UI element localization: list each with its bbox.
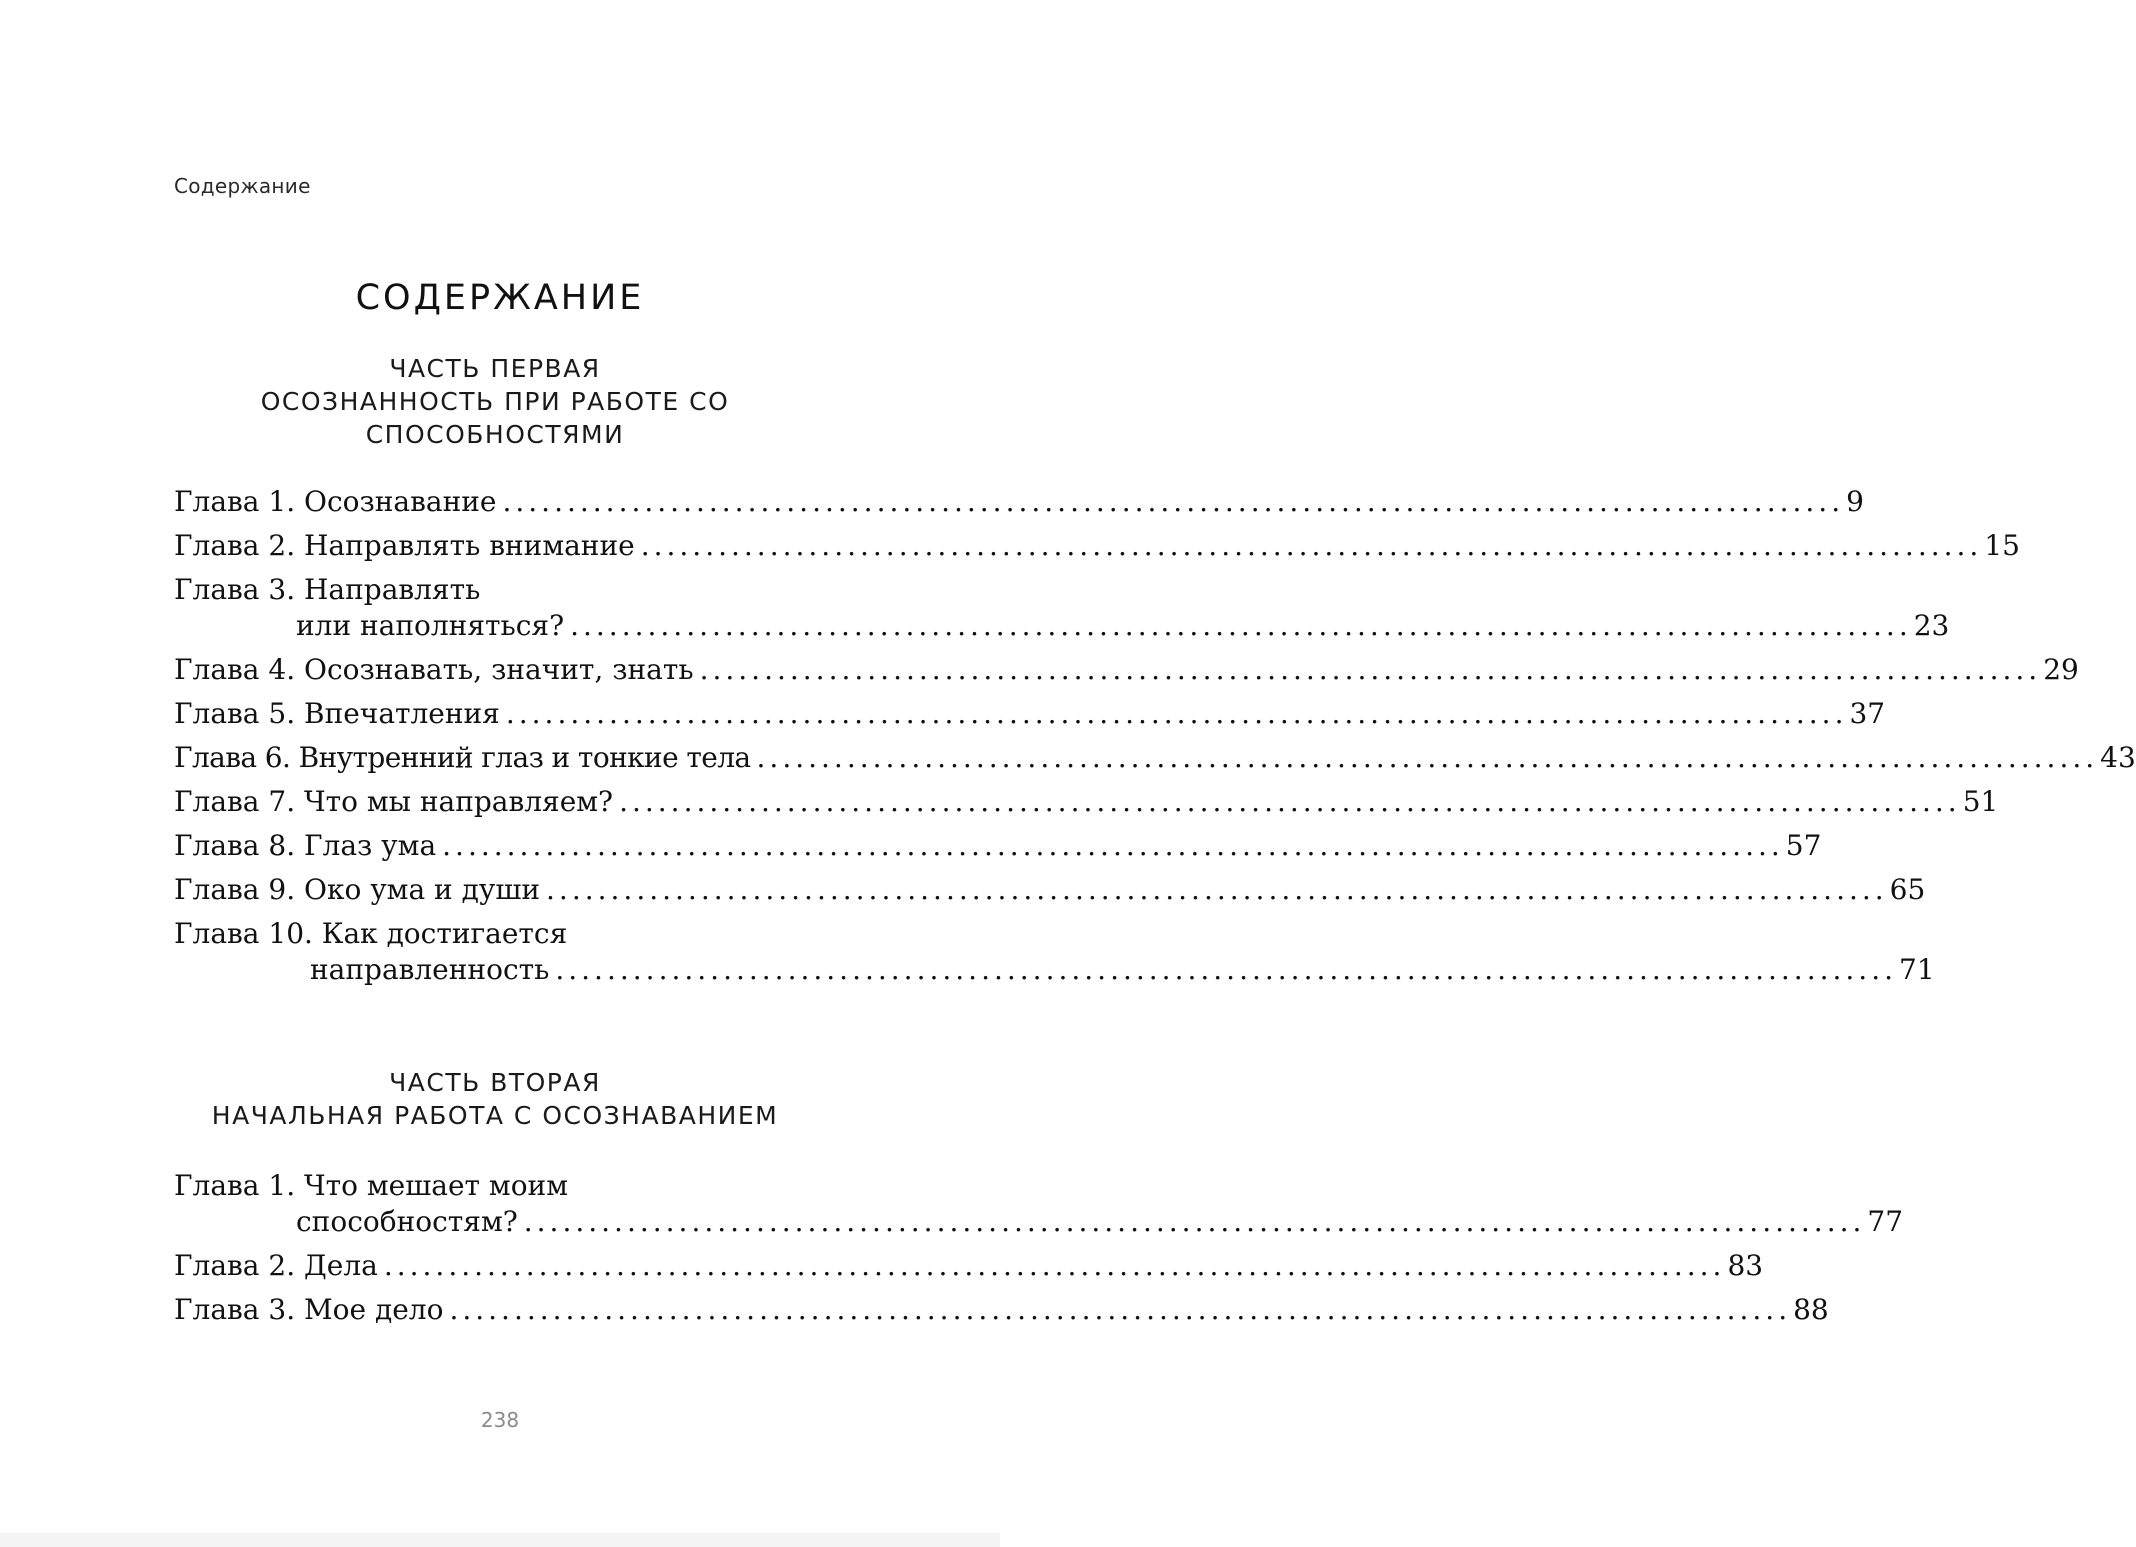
chapter-title: Глава 8. Глаз ума <box>174 829 437 862</box>
dot-leader: ........................................................................................................ <box>699 653 2042 686</box>
toc-entry[interactable] <box>174 696 1886 732</box>
part1-title-line1: ОСОЗНАННОСТЬ ПРИ РАБОТЕ СО <box>260 387 730 416</box>
toc-entry[interactable] <box>174 872 1926 908</box>
chapter-page: 51 <box>1962 785 1999 818</box>
toc-entry[interactable] <box>174 652 2079 688</box>
part2-toc <box>174 1168 1904 1336</box>
chapter-title: Глава 10. Как достигается <box>174 917 568 950</box>
chapter-page: 88 <box>1793 1293 1829 1326</box>
chapter-title: Глава 5. Впечатления <box>174 697 500 730</box>
dot-leader: ........................................................................................................ <box>640 529 1983 562</box>
chapter-title-continued: или наполняться? <box>296 609 565 642</box>
part2-heading <box>150 1066 840 1132</box>
part2-title-line1: НАЧАЛЬНАЯ РАБОТА С ОСОЗНАВАНИЕМ <box>211 1101 779 1130</box>
chapter-title: Глава 3. Направлять <box>174 573 481 606</box>
dot-leader: ........................................................................................................ <box>442 829 1784 862</box>
chapter-title: Глава 4. Осознавать, значит, знать <box>174 653 694 686</box>
chapter-title: Глава 7. Что мы направляем? <box>174 785 614 818</box>
chapter-page: 83 <box>1727 1249 1764 1282</box>
running-head: Содержание <box>174 174 311 198</box>
chapter-title: Глава 1. Осознавание <box>174 485 497 518</box>
toc-entry[interactable] <box>174 828 1822 864</box>
chapter-title: Глава 1. Что мешает моим <box>174 1169 568 1202</box>
chapter-title: Глава 6. Внутренний глаз и тонкие тела <box>174 741 751 774</box>
chapter-page: 37 <box>1849 697 1886 730</box>
chapter-page: 71 <box>1899 953 1935 986</box>
chapter-page: 43 <box>2100 741 2136 774</box>
dot-leader: ........................................................................................................ <box>555 953 1897 986</box>
toc-entry[interactable] <box>174 740 2136 776</box>
toc-entry[interactable] <box>174 484 1864 520</box>
chapter-page: 9 <box>1846 485 1864 518</box>
part1-heading <box>150 352 840 451</box>
chapter-page: 23 <box>1913 609 1950 642</box>
bottom-edge <box>0 1533 1000 1547</box>
part1-toc <box>174 484 2136 996</box>
dot-leader: ........................................................................................................ <box>756 741 2099 774</box>
toc-entry[interactable] <box>174 916 1935 988</box>
dot-leader: ........................................................................................................ <box>505 697 1848 730</box>
chapter-title: Глава 2. Направлять внимание <box>174 529 635 562</box>
part1-title-line2: СПОСОБНОСТЯМИ <box>365 420 625 449</box>
chapter-page: 57 <box>1785 829 1822 862</box>
chapter-title-continued: направленность <box>310 953 550 986</box>
dot-leader: ........................................................................................................ <box>502 485 1845 518</box>
chapter-page: 65 <box>1889 873 1926 906</box>
toc-entry[interactable] <box>174 1292 1829 1328</box>
chapter-title: Глава 3. Мое дело <box>174 1293 444 1326</box>
page-title: СОДЕРЖАНИЕ <box>355 278 645 318</box>
chapter-page: 15 <box>1984 529 2020 562</box>
dot-leader: ........................................................................................................ <box>449 1293 1792 1326</box>
part2-label: ЧАСТЬ ВТОРАЯ <box>389 1068 601 1097</box>
dot-leader: ........................................................................................................ <box>383 1249 1726 1282</box>
part1-label: ЧАСТЬ ПЕРВАЯ <box>389 354 601 383</box>
toc-entry[interactable] <box>174 1248 1764 1284</box>
chapter-page: 77 <box>1867 1205 1904 1238</box>
toc-entry[interactable] <box>174 784 1999 820</box>
page-number: 238 <box>480 1408 520 1432</box>
toc-entry[interactable] <box>174 1168 1904 1240</box>
chapter-title: Глава 9. Око ума и души <box>174 873 541 906</box>
chapter-title: Глава 2. Дела <box>174 1249 378 1282</box>
dot-leader: ........................................................................................................ <box>619 785 1961 818</box>
dot-leader: ........................................................................................................ <box>523 1205 1866 1238</box>
toc-entry[interactable] <box>174 528 2020 564</box>
chapter-page: 29 <box>2043 653 2079 686</box>
toc-entry[interactable] <box>174 572 1950 644</box>
dot-leader: ........................................................................................................ <box>570 609 1912 642</box>
dot-leader: ........................................................................................................ <box>546 873 1888 906</box>
chapter-title-continued: способностям? <box>296 1205 518 1238</box>
